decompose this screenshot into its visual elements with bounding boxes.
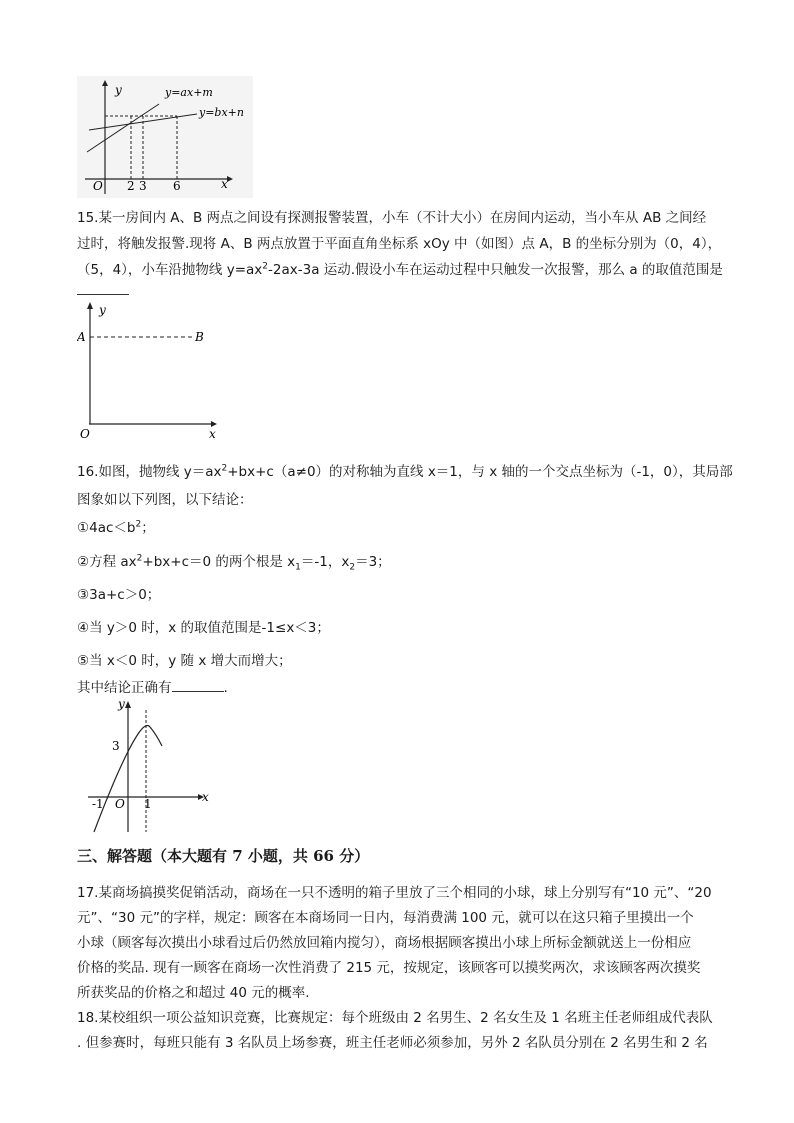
q16-parabola-figure (80, 694, 220, 836)
origin-label: O (93, 179, 103, 193)
q15-answer-blank (77, 282, 129, 299)
x-axis-label: x (202, 790, 209, 804)
x-axis-label: x (209, 427, 216, 441)
q15-line3: （5，4），小车沿抛物线 $y=ax^2-2ax-3a$ 运动.假设小车在运动过程中只触发一次报警，那么 a 的取值范围是 (77, 261, 723, 278)
q16-answer (77, 676, 228, 696)
q16-item3: ③3a+c＞0； (77, 587, 161, 603)
x-axis-label: x (221, 177, 228, 191)
q16-item2-mid2: ＝-1，x (300, 554, 350, 570)
y-axis-label: y (115, 83, 122, 97)
q16-item2-post: ＝3； (355, 554, 391, 570)
q16-item2: ②方程 $ax^2+bx+c=0$ 的两个根是 $x_1=-1$，$x_2=3$； (77, 553, 391, 573)
q15-line3-pre: （5，4），小车沿抛物线 y=ax (77, 262, 263, 278)
tick-3: 3 (139, 179, 147, 193)
q16-item5: ⑤当 x＜0 时，y 随 x 增大而增大； (77, 653, 292, 669)
q15-line2: 过时，将触发报警.现将 A、B 两点放置于平面直角坐标系 xOy 中（如图）点 A，B 的坐标分别为（0，4）， (77, 236, 722, 252)
q17-line4: 价格的奖品. 现有一顾客在商场一次性消费了 215 元，按规定，该顾客可以摸奖两次，求该顾客两次摸奖 (77, 960, 701, 976)
y-axis-label: y (118, 697, 125, 711)
q16-line2: 图象如以下列图，以下结论： (77, 492, 253, 508)
q16-line1-post: +bx+c（a≠0）的对称轴为直线 x＝1，与 x 轴的一个交点坐标为（-1，0），其局部 (227, 464, 733, 480)
y-axis-label: y (99, 303, 106, 317)
origin-label: O (80, 427, 90, 441)
q16-item2-mid: +bx+c＝0 的两个根是 x (142, 554, 296, 570)
q16-item2-pre: ②方程 ax (77, 554, 137, 570)
q16-answer-post: . (223, 680, 228, 696)
q17-line5: 所获奖品的价格之和超过 40 元的概率. (77, 985, 310, 1001)
section-3-heading: 三、解答题（本大题有 7 小题，共 66 分） (77, 847, 370, 865)
q16-item4: ④当 y＞0 时，x 的取值范围是-1≤x＜3； (77, 620, 330, 636)
q18-line2: . 但参赛时，每班只能有 3 名队员上场参赛，班主任老师必须参加，另外 2 名队员分别在 2 名男生和 2 名 (77, 1035, 708, 1051)
q17-line1: 17.某商场搞摸奖促销活动，商场在一只不透明的箱子里放了三个相同的小球，球上分别写有“10 元”、“20 (77, 885, 712, 901)
q15-coordinate-figure (77, 300, 237, 442)
label-3: 3 (112, 739, 120, 753)
line2-label: y=bx+n (199, 106, 244, 119)
q17-line2: 元”、“30 元”的字样，规定：顾客在本商场同一日内，每消费满 100 元，就可以在这只箱子里摸出一个 (77, 910, 694, 926)
q16-item1-text: ①4ac＜b (77, 520, 136, 536)
q16-item1: $①4ac<b^2$； (77, 519, 155, 536)
q18-line1: 18.某校组织一项公益知识竞赛，比赛规定：每个班级由 2 名男生、2 名女生及 1 名班主任老师组成代表队 (77, 1010, 713, 1026)
linear-functions-graph (77, 76, 253, 198)
tick-2: 2 (127, 179, 135, 193)
point-a-label: A (77, 330, 86, 344)
y-axis-arrow (87, 302, 93, 309)
q17-line3: 小球（顾客每次摸出小球看过后仍然放回箱内搅匀），商场根据顾客摸出小球上所标金额就送上一份相应 (77, 935, 692, 951)
line1-label: y=ax+m (165, 86, 213, 99)
point-b-label: B (195, 330, 204, 344)
q16-line1: 16.如图，抛物线 $y=ax^2+bx+c(a\ne 0)$的对称轴为直线 x＝1，与 x 轴的一个交点坐标为（-1，0），其局部 (77, 463, 733, 480)
origin-label: O (115, 797, 125, 811)
q15-line1: 15.某一房间内 A、B 两点之间设有探测报警装置，小车（不计大小）在房间内运动，当小车从 AB 之间经 (77, 210, 707, 226)
q16-answer-pre: 其中结论正确有 (77, 680, 172, 696)
y-axis-arrow (125, 701, 131, 708)
label-1: 1 (144, 797, 152, 811)
label-minus1: -1 (92, 797, 104, 811)
q15-line3-post: -2ax-3a 运动.假设小车在运动过程中只触发一次报警，那么 a 的取值范围是 (268, 262, 723, 278)
q16-line1-pre: 16.如图，抛物线 y＝ax (77, 464, 222, 480)
tick-6: 6 (173, 179, 181, 193)
